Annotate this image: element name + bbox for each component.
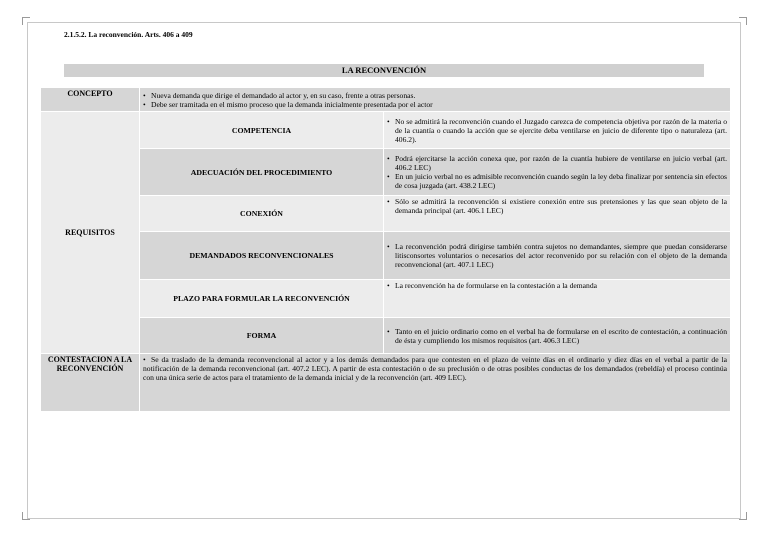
requisito-row-conexion (41, 196, 731, 232)
concepto-label: CONCEPTO (41, 88, 140, 112)
requisito-content (384, 149, 731, 196)
crop-mark-top-left (22, 17, 30, 25)
requisito-item: • Tanto en el juicio ordinario como en el verbal ha de formularse en el escrito de contestación, a continuación de ésta y cumpliendo los mismos requisitos (art. 406.3 LEC) (387, 327, 727, 345)
requisito-name: COMPETENCIA (140, 112, 384, 149)
requisito-item: • En un juicio verbal no es admisible reconvención cuando según la ley deba finalizar por sentencia sin efectos de cosa juzgada (art. 438.2 LEC) (387, 172, 727, 190)
requisito-row-plazo (41, 280, 731, 318)
crop-mark-bottom-right (739, 512, 747, 520)
requisito-name: PLAZO PARA FORMULAR LA RECONVENCIÓN (140, 280, 384, 318)
requisito-item: • La reconvención podrá dirigirse también contra sujetos no demandantes, siempre que puedan considerarse litisconsortes voluntarios o necesarios del actor reconvenido por su relación con el objeto de la demanda reconvencional (art. 407.1 LEC) (387, 242, 727, 269)
crop-mark-top-right (739, 17, 747, 25)
requisitos-label: REQUISITOS (41, 112, 140, 354)
concepto-item: • Debe ser tramitada en el mismo proceso que la demanda inicialmente presentada por el actor (143, 100, 727, 109)
requisito-row-adecuacion (41, 149, 731, 196)
requisito-name: ADECUACIÓN DEL PROCEDIMIENTO (140, 149, 384, 196)
requisito-content (384, 232, 731, 280)
requisito-name: DEMANDADOS RECONVENCIONALES (140, 232, 384, 280)
requisito-content (384, 318, 731, 354)
section-heading: 2.1.5.2. La reconvención. Arts. 406 a 409 (64, 30, 193, 39)
table-title-banner: LA RECONVENCIÓN (64, 64, 704, 77)
requisito-content (384, 280, 731, 318)
requisito-content (384, 112, 731, 149)
requisito-item: • La reconvención ha de formularse en la contestación a la demanda (387, 281, 727, 290)
concepto-item: • Nueva demanda que dirige el demandado al actor y, en su caso, frente a otras personas. (143, 91, 727, 100)
concepto-content (140, 88, 731, 112)
contestacion-label: CONTESTACION A LA RECONVENCIÓN (41, 354, 140, 412)
requisito-item: • No se admitirá la reconvención cuando el Juzgado carezca de competencia objetiva por razón de la materia o de la cuantía o cuando la acción que se ejercite deba ventilarse en juicio de diferente tipo o naturaleza (art. 406.2). (387, 117, 727, 144)
contestacion-content (140, 354, 731, 412)
concepto-row (41, 88, 731, 112)
requisito-item: • Podrá ejercitarse la acción conexa que, por razón de la cuantía hubiere de ventilarse en juicio verbal (art. 406.2 LEC) (387, 154, 727, 172)
contestacion-row (41, 354, 731, 412)
contestacion-text: • Se da traslado de la demanda reconvencional al actor y a los demás demandados para que contesten en el plazo de veinte días en el ordinario y diez días en el verbal a partir de la notificación de la demanda reconvencional (art. 407.2 LEC). A partir de esta contestación o de su preclusión o de otras posibles conductas de los demandados (rebeldía) el proceso continúa con una única serie de actos para el tratamiento de la demanda inicial y de la reconvención (art. 409 LEC). (143, 355, 727, 382)
crop-mark-bottom-left (22, 512, 30, 520)
requisito-row-forma (41, 318, 731, 354)
requisito-name: FORMA (140, 318, 384, 354)
requisito-content (384, 196, 731, 232)
requisito-item: • Sólo se admitirá la reconvención si existiere conexión entre sus pretensiones y las que sean objeto de la demanda principal (art. 406.1 LEC) (387, 197, 727, 215)
requisito-name: CONEXIÓN (140, 196, 384, 232)
requisito-row-competencia (41, 112, 731, 149)
requisito-row-demandados (41, 232, 731, 280)
reconvencion-table (40, 87, 731, 412)
